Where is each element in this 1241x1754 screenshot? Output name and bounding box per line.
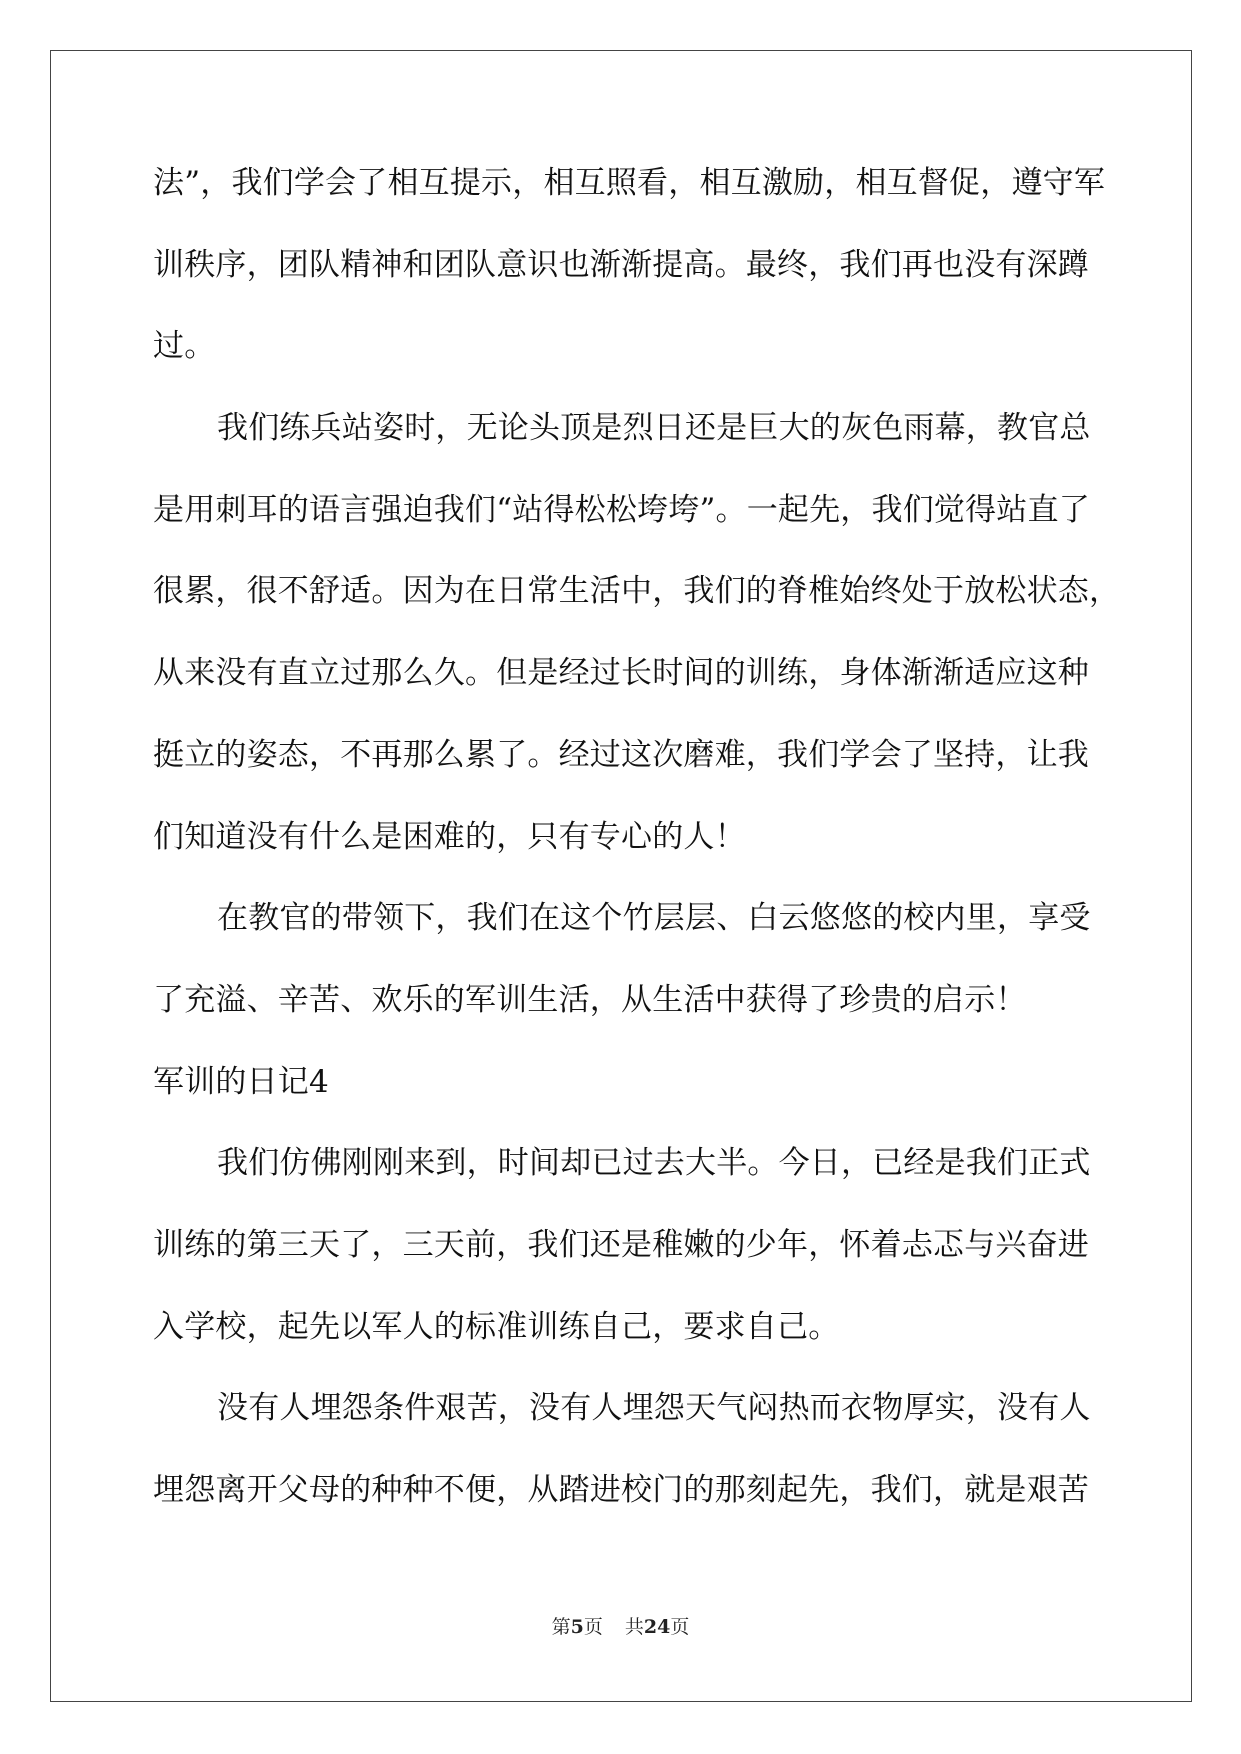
paragraph-start-line: 没有人埋怨条件艰苦，没有人埋怨天气闷热而衣物厚实，没有人 [217,1390,1091,1427]
page-suffix: 页 [583,1616,603,1638]
text-line: 了充溢、辛苦、欢乐的军训生活，从生活中获得了珍贵的启示！ [153,981,1027,1018]
paragraph-start-line: 我们仿佛刚刚来到，时间却已过去大半。今日，已经是我们正式 [217,1145,1091,1182]
total-suffix: 页 [670,1616,690,1638]
text-line: 埋怨离开父母的种种不便，从踏进校门的那刻起先，我们，就是艰苦 [153,1472,1089,1508]
paragraph-start-line: 在教官的带领下，我们在这个竹层层、白云悠悠的校内里，享受 [217,900,1091,937]
text-line: 训练的第三天了，三天前，我们还是稚嫩的少年，怀着忐忑与兴奋进 [153,1226,1089,1263]
total-pages: 24 [643,1616,671,1638]
text-line: 很累，很不舒适。因为在日常生活中，我们的脊椎始终处于放松状态， [153,573,1121,610]
text-line: 训秩序，团队精神和团队意识也渐渐提高。最终，我们再也没有深蹲 [153,246,1089,283]
text-line: 过。 [153,328,216,365]
text-line: 法”，我们学会了相互提示，相互照看，相互激励，相互督促，遵守军 [153,165,1106,201]
paragraph-start-line: 我们练兵站姿时，无论头顶是烈日还是巨大的灰色雨幕，教官总 [217,410,1091,447]
total-prefix: 共 [624,1616,644,1638]
page-number: 5 [570,1616,584,1638]
page-footer [0,1612,1241,1639]
section-heading: 军训的日记4 [153,1063,329,1100]
text-line: 是用刺耳的语言强迫我们“站得松松垮垮”。一起先，我们觉得站直了 [153,491,1090,528]
text-line: 挺立的姿态，不再那么累了。经过这次磨难，我们学会了坚持，让我 [153,736,1089,773]
text-line: 们知道没有什么是困难的，只有专心的人！ [153,818,746,855]
page-prefix: 第 [551,1616,571,1638]
text-line: 从来没有直立过那么久。但是经过长时间的训练，身体渐渐适应这种 [153,655,1089,692]
document-body [153,158,1121,1547]
text-line: 入学校，起先以军人的标准训练自己，要求自己。 [153,1308,840,1345]
